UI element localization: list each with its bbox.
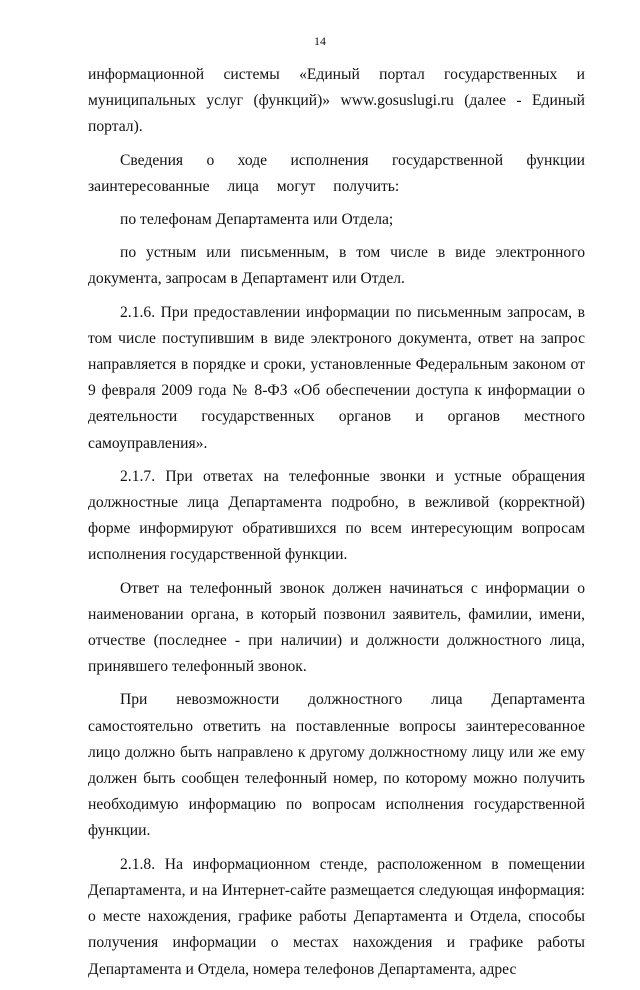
paragraph-continuation-portal: информационной системы «Единый портал государственных и муниципальных услуг (функций)» www.gosuslugi.ru (далее - Единый портал). <box>88 66 585 136</box>
paragraph-phone-answer: Ответ на телефонный звонок должен начинаться с информации о наименовании органа, в который позвонил заявитель, фамилии, имени, отчестве (последнее - при наличии) и должности должностного лица, принявшего телефонный звонок. <box>88 579 585 676</box>
paragraph-2-1-7: 2.1.7. При ответах на телефонные звонки и устные обращения должностные лица Департамента подробно, в вежливой (корректной) форме информируют обратившихся по всем интересующим вопросам исполнения государственной функции. <box>88 467 585 564</box>
paragraph-redirect: При невозможности должностного лица Департамента самостоятельно ответить на поставленные вопросы заинтересованное лицо должно быть направлено к другому должностному лицу или же ему должен быть сообщен телефонный номер, по которому можно получить необходимую информацию по вопросам исполнения государственной функции. <box>88 691 585 840</box>
paragraph-2-1-6: 2.1.6. При предоставлении информации по письменным запросам, в том числе поступившим в виде электроного документа, ответ на запрос направляется в порядке и сроки, установленные Федеральным законом от 9 февраля 2009 года № 8-ФЗ «Об обеспечении доступа к информации о деятельности государственных органов и органов местного самоуправления». <box>88 303 585 452</box>
paragraph-2-1-8: 2.1.8. На информационном стенде, расположенном в помещении Департамента, и на Интернет-сайте размещается следующая информация: о месте нахождения, графике работы Департамента и Отдела, способы получения информации о местах нахождения и графике работы Департамента и Отдела, номера телефонов Департамента, адрес <box>88 855 585 978</box>
paragraph-by-phone: по телефонам Департамента или Отдела; <box>120 211 394 229</box>
paragraph-status-info: Сведения о ходе исполнения государственной функции заинтересованные лица могут получить: <box>88 151 585 195</box>
document-body <box>88 62 585 990</box>
page-number: 14 <box>314 34 326 48</box>
paragraph-by-request: по устным или письменным, в том числе в виде электронного документа, запросам в Департамент или Отдел. <box>88 244 585 288</box>
